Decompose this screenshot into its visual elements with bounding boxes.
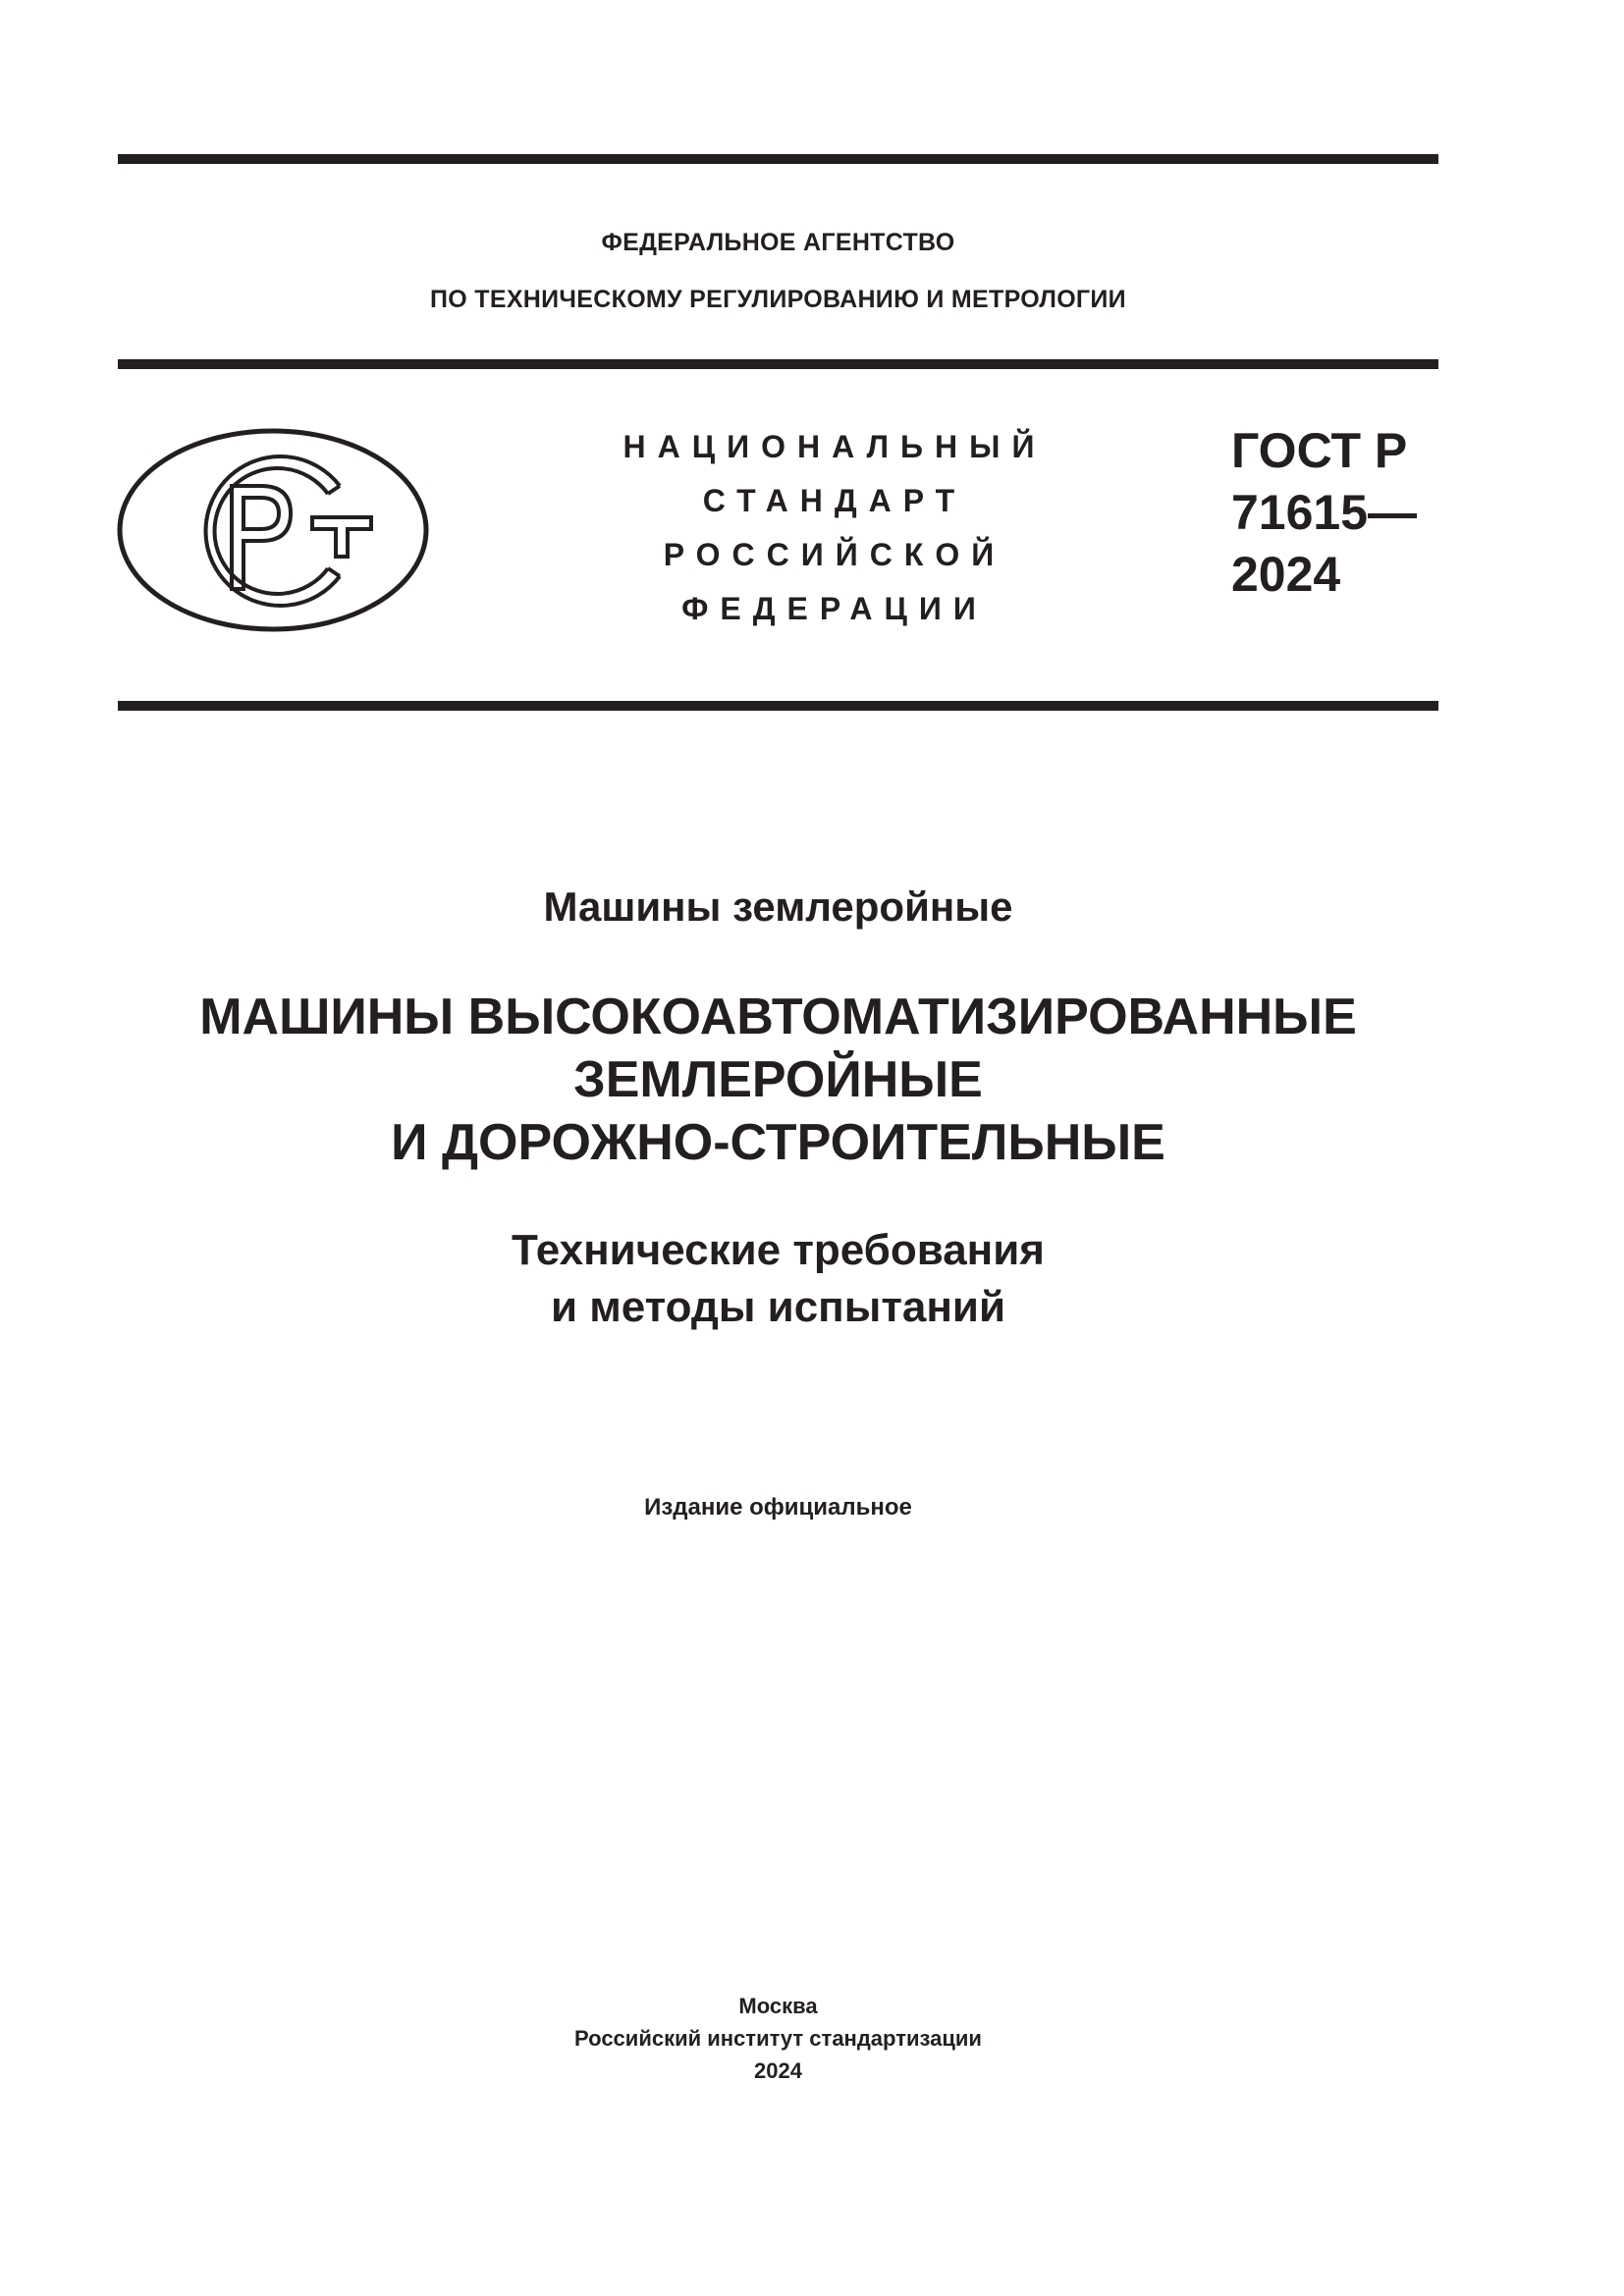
national-line-3: РОССИЙСКОЙ bbox=[663, 537, 1006, 572]
imprint-publisher: Российский институт стандартизации bbox=[574, 2026, 982, 2051]
agency-line-2: ПО ТЕХНИЧЕСКОМУ РЕГУЛИРОВАНИЮ И МЕТРОЛОГИИ bbox=[430, 286, 1126, 313]
top-rule bbox=[118, 154, 1438, 164]
main-title bbox=[118, 986, 1438, 1174]
designation-line-3: 2024 bbox=[1231, 547, 1341, 602]
subtitle bbox=[118, 1222, 1438, 1336]
agency-header bbox=[118, 214, 1438, 328]
national-standard-label bbox=[589, 420, 1080, 636]
national-line-2: СТАНДАРТ bbox=[702, 483, 967, 518]
subtitle-line-1: Технические требования bbox=[512, 1226, 1045, 1274]
middle-rule bbox=[118, 359, 1438, 369]
main-title-line-2: ЗЕМЛЕРОЙНЫЕ bbox=[573, 1051, 983, 1108]
imprint-year: 2024 bbox=[754, 2058, 802, 2083]
bottom-rule bbox=[118, 701, 1438, 711]
imprint-city: Москва bbox=[738, 1994, 818, 2018]
designation-line-2: 71615— bbox=[1231, 485, 1418, 540]
subtitle-line-2: и методы испытаний bbox=[550, 1283, 1006, 1331]
standard-designation bbox=[1231, 420, 1417, 606]
main-title-line-3: И ДОРОЖНО-СТРОИТЕЛЬНЫЕ bbox=[391, 1114, 1165, 1171]
rst-certification-mark-icon bbox=[116, 427, 430, 633]
designation-line-1: ГОСТ Р bbox=[1231, 423, 1408, 478]
main-title-line-1: МАШИНЫ ВЫСОКОАВТОМАТИЗИРОВАННЫЕ bbox=[199, 988, 1357, 1045]
edition-note: Издание официальное bbox=[644, 1494, 912, 1521]
series-title: Машины землеройные bbox=[543, 883, 1013, 930]
national-line-1: НАЦИОНАЛЬНЫЙ bbox=[623, 429, 1047, 464]
national-line-4: ФЕДЕРАЦИИ bbox=[681, 591, 988, 626]
imprint bbox=[118, 1990, 1438, 2087]
agency-line-1: ФЕДЕРАЛЬНОЕ АГЕНТСТВО bbox=[601, 229, 955, 256]
